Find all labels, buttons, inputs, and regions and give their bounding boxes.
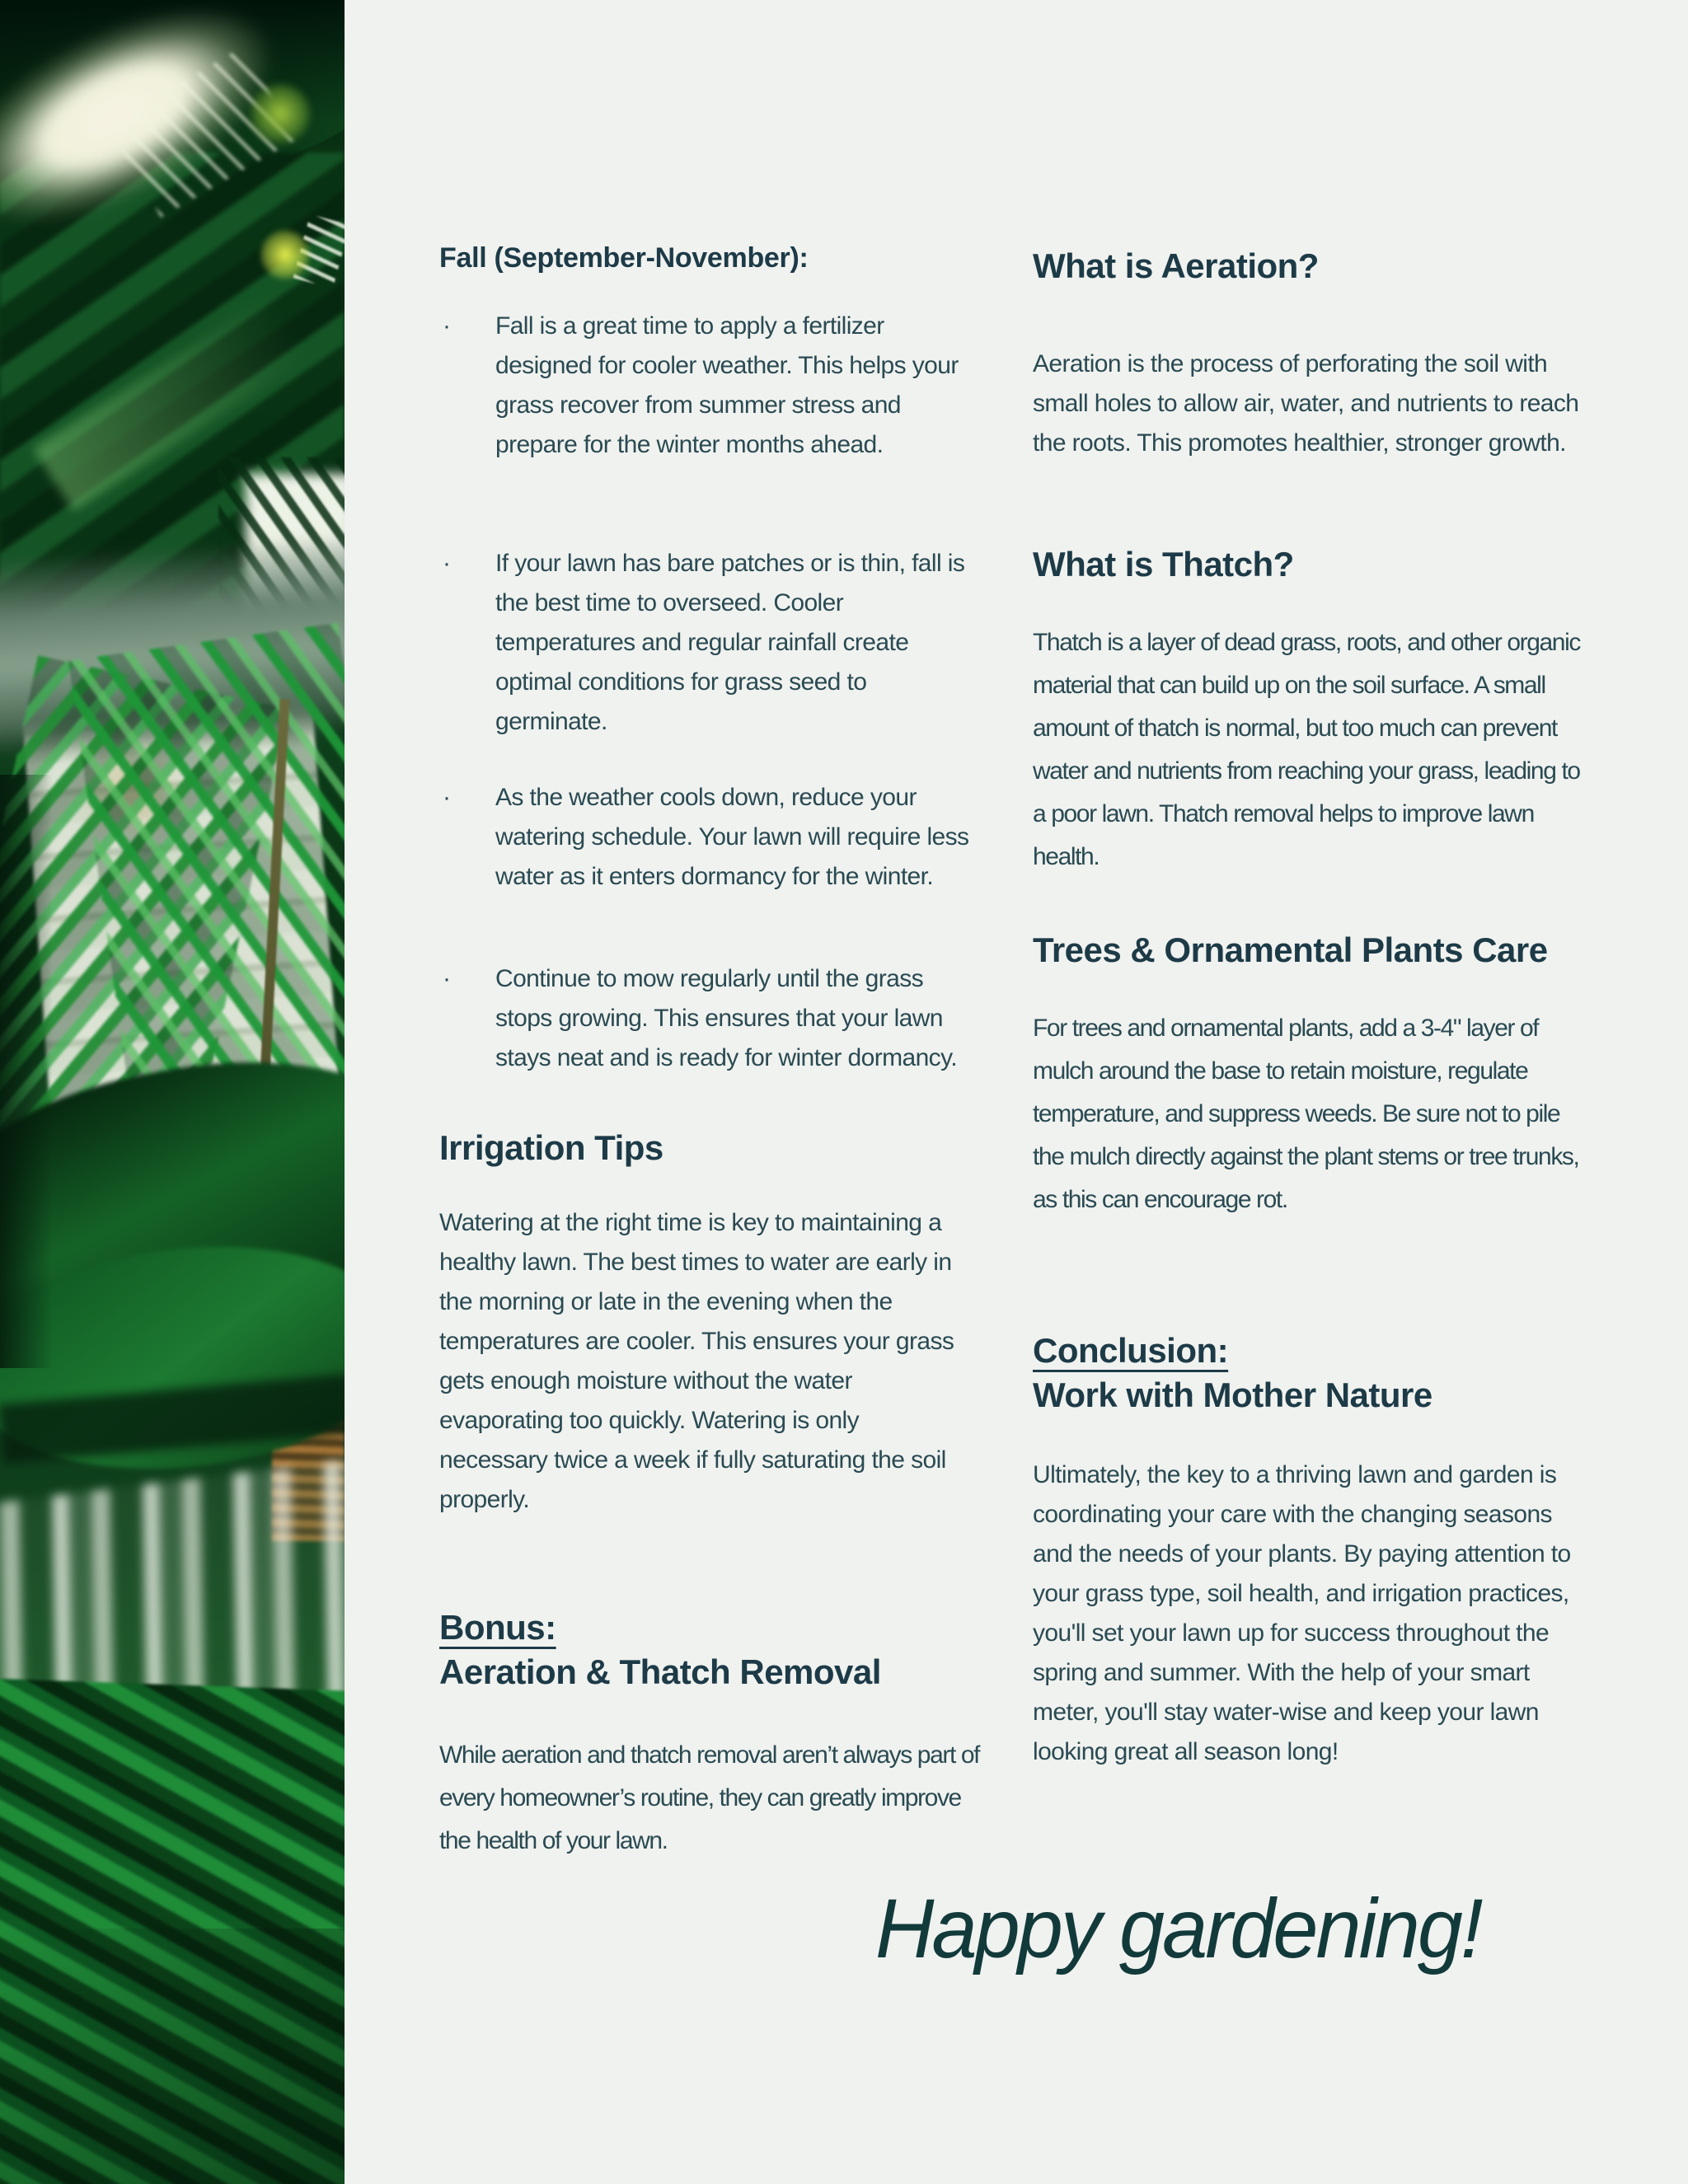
bonus-heading xyxy=(439,1605,881,1694)
irrigation-tips-heading: Irrigation Tips xyxy=(439,1128,663,1167)
fall-bullet-item xyxy=(439,959,977,1078)
bonus-paragraph: While aeration and thatch removal aren’t always part of every homeowner’s routine, they can greatly improve the health of your lawn. xyxy=(439,1741,980,1854)
happy-gardening-script: Happy gardening! xyxy=(875,1882,1481,1975)
bokeh-dot-2 xyxy=(260,229,311,280)
conclusion-heading-line1: Conclusion: xyxy=(1033,1331,1229,1370)
fall-bullet-item xyxy=(439,307,977,465)
fall-bullet-item xyxy=(439,778,977,897)
left-edge-shadow xyxy=(0,775,53,1368)
what-is-aeration-heading: What is Aeration? xyxy=(1033,246,1319,285)
fall-bullet-item xyxy=(439,544,977,742)
bullet-text: If your lawn has bare patches or is thin, fall is the best time to overseed. Cooler temperatures and regular rainfall create optimal conditions for grass seed to germinate. xyxy=(495,550,965,735)
bokeh-dot-1 xyxy=(249,82,312,145)
trees-care-paragraph: For trees and ornamental plants, add a 3-4" layer of mulch around the base to retain moisture, regulate temperature, and suppress weeds. Be sure not to pile the mulch directly against the plant stems or tree trunks, as this can encourage rot. xyxy=(1033,1015,1579,1213)
conclusion-heading xyxy=(1033,1329,1432,1418)
bullet-dot-icon: · xyxy=(443,312,451,340)
tropical-foliage-photo xyxy=(0,0,345,2184)
bullet-dot-icon: · xyxy=(443,550,451,577)
bullet-text: As the weather cools down, reduce your watering schedule. Your lawn will require less water as it enters dormancy for the winter. xyxy=(495,784,969,890)
bullet-dot-icon: · xyxy=(443,784,451,811)
bullet-dot-icon: · xyxy=(443,965,451,992)
conclusion-heading-line2: Work with Mother Nature xyxy=(1033,1376,1432,1414)
bullet-text: Fall is a great time to apply a fertilizer designed for cooler weather. This helps your grass recover from summer stress and prepare for the winter months ahead. xyxy=(495,312,959,458)
trees-care-heading: Trees & Ornamental Plants Care xyxy=(1033,930,1548,969)
irrigation-tips-paragraph: Watering at the right time is key to maintaining a healthy lawn. The best times to water are early in the morning or late in the evening when the temperatures are cooler. This ensures your grass gets enough moisture without the water evaporating too quickly. Watering is only necessary twice a week if fully saturating the soil properly. xyxy=(439,1209,954,1513)
bullet-text: Continue to mow regularly until the grass stops growing. This ensures that your lawn stays neat and is ready for winter dormancy. xyxy=(495,965,957,1071)
what-is-thatch-heading: What is Thatch? xyxy=(1033,545,1294,583)
bottom-vignette xyxy=(0,1929,345,2184)
thatch-paragraph: Thatch is a layer of dead grass, roots, and other organic material that can build up on the soil surface. A small amount of thatch is normal, but too much can prevent water and nutrients from reaching your grass, leading to a poor lawn. Thatch removal helps to improve lawn health. xyxy=(1033,629,1580,870)
fall-season-heading: Fall (September-November): xyxy=(439,242,809,274)
aeration-paragraph: Aeration is the process of perforating the soil with small holes to allow air, water, and nutrients to reach the roots. This promotes healthier, stronger growth. xyxy=(1033,350,1579,457)
conclusion-paragraph: Ultimately, the key to a thriving lawn and garden is coordinating your care with the changing seasons and the needs of your plants. By paying attention to your grass type, soil health, and irrigation practices, you'll set your lawn up for success throughout the spring and summer. With the help of your smart meter, you'll stay water-wise and keep your lawn looking great all season long! xyxy=(1033,1461,1571,1765)
bonus-heading-line2: Aeration & Thatch Removal xyxy=(439,1652,881,1691)
bonus-heading-line1: Bonus: xyxy=(439,1608,556,1647)
